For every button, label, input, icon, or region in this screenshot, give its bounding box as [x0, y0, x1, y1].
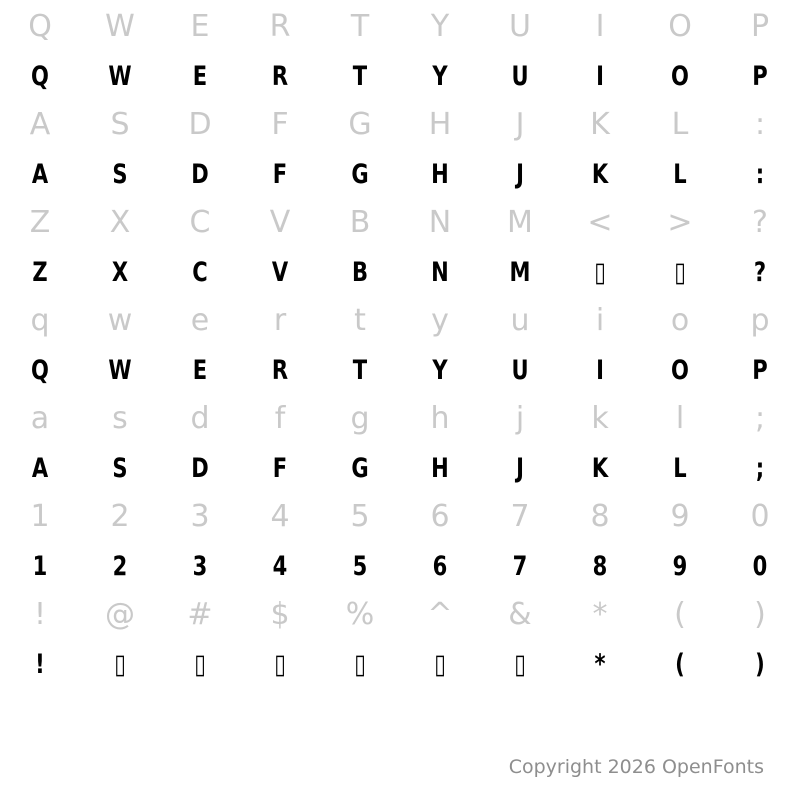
sample-glyph: !: [35, 648, 45, 680]
reference-glyph: (: [674, 597, 686, 632]
reference-glyph: o: [670, 303, 690, 338]
sample-glyph: W: [108, 60, 132, 92]
reference-glyph: Q: [28, 9, 52, 44]
sample-glyph: ;: [755, 452, 765, 484]
sample-glyph: ?: [753, 256, 767, 288]
reference-glyph: V: [269, 205, 291, 240]
sample-glyph: ▯: [594, 256, 606, 288]
sample-glyph: K: [591, 452, 609, 484]
reference-glyph: L: [671, 107, 689, 142]
sample-glyph: I: [596, 354, 604, 386]
reference-row: [0, 494, 800, 540]
reference-glyph: !: [33, 597, 47, 632]
sample-glyph: 2: [112, 550, 128, 582]
sample-glyph: ): [755, 648, 765, 680]
sample-row: [0, 50, 800, 102]
sample-glyph: ▯: [194, 648, 206, 680]
sample-glyph: T: [352, 354, 368, 386]
sample-glyph: 1: [32, 550, 48, 582]
reference-glyph: i: [595, 303, 605, 338]
reference-glyph: %: [345, 597, 375, 632]
sample-glyph: ▯: [514, 648, 526, 680]
sample-glyph: T: [352, 60, 368, 92]
sample-glyph: X: [111, 256, 129, 288]
reference-glyph: O: [668, 9, 692, 44]
reference-glyph: W: [105, 9, 135, 44]
glyph-row-pair: [0, 102, 800, 200]
sample-glyph: E: [192, 354, 208, 386]
reference-glyph: M: [507, 205, 533, 240]
sample-glyph: :: [755, 158, 765, 190]
sample-glyph: A: [31, 158, 49, 190]
reference-glyph: t: [354, 303, 366, 338]
glyph-row-pair: [0, 494, 800, 592]
reference-glyph: *: [592, 597, 608, 632]
sample-glyph: S: [112, 158, 128, 190]
reference-glyph: ;: [754, 401, 766, 436]
sample-glyph: (: [675, 648, 685, 680]
reference-glyph: h: [430, 401, 450, 436]
reference-glyph: u: [510, 303, 530, 338]
reference-glyph: j: [515, 401, 525, 436]
reference-glyph: 8: [590, 499, 610, 534]
sample-row: [0, 344, 800, 396]
reference-glyph: k: [591, 401, 609, 436]
sample-glyph: R: [271, 354, 289, 386]
sample-glyph: Q: [31, 354, 49, 386]
sample-glyph: F: [272, 452, 288, 484]
reference-glyph: p: [750, 303, 770, 338]
sample-glyph: I: [596, 60, 604, 92]
sample-glyph: S: [112, 452, 128, 484]
reference-glyph: I: [595, 9, 605, 44]
reference-row: [0, 396, 800, 442]
reference-row: [0, 102, 800, 148]
copyright-notice: Copyright 2026 OpenFonts: [508, 756, 764, 778]
sample-glyph: ▯: [274, 648, 286, 680]
reference-glyph: N: [428, 205, 452, 240]
sample-glyph: V: [271, 256, 289, 288]
sample-glyph: 5: [352, 550, 368, 582]
sample-glyph: 7: [512, 550, 528, 582]
glyph-row-pair: [0, 592, 800, 690]
reference-glyph: s: [112, 401, 128, 436]
reference-glyph: J: [515, 107, 525, 142]
reference-glyph: Y: [430, 9, 450, 44]
reference-glyph: 1: [30, 499, 50, 534]
sample-glyph: H: [431, 452, 449, 484]
sample-glyph: R: [271, 60, 289, 92]
sample-glyph: 3: [192, 550, 208, 582]
sample-glyph: Z: [32, 256, 48, 288]
reference-glyph: F: [271, 107, 289, 142]
reference-glyph: r: [273, 303, 287, 338]
sample-glyph: W: [108, 354, 132, 386]
reference-glyph: #: [187, 597, 213, 632]
sample-glyph: E: [192, 60, 208, 92]
reference-row: [0, 200, 800, 246]
sample-glyph: K: [591, 158, 609, 190]
sample-glyph: Y: [432, 60, 448, 92]
sample-glyph: C: [192, 256, 208, 288]
reference-glyph: y: [431, 303, 449, 338]
sample-glyph: F: [272, 158, 288, 190]
sample-glyph: P: [752, 60, 768, 92]
sample-row: [0, 246, 800, 298]
reference-glyph: P: [750, 9, 770, 44]
sample-glyph: H: [431, 158, 449, 190]
reference-glyph: $: [270, 597, 290, 632]
reference-glyph: 9: [670, 499, 690, 534]
sample-glyph: P: [752, 354, 768, 386]
reference-glyph: 5: [350, 499, 370, 534]
reference-glyph: q: [30, 303, 50, 338]
reference-row: [0, 592, 800, 638]
sample-glyph: G: [351, 158, 369, 190]
reference-glyph: a: [30, 401, 50, 436]
reference-glyph: 4: [270, 499, 290, 534]
sample-glyph: U: [511, 60, 529, 92]
sample-glyph: ▯: [354, 648, 366, 680]
sample-glyph: *: [594, 648, 606, 680]
reference-glyph: B: [349, 205, 371, 240]
sample-glyph: ▯: [674, 256, 686, 288]
reference-glyph: R: [269, 9, 291, 44]
sample-glyph: G: [351, 452, 369, 484]
reference-glyph: f: [274, 401, 286, 436]
reference-glyph: H: [428, 107, 452, 142]
reference-glyph: d: [190, 401, 210, 436]
reference-glyph: S: [110, 107, 130, 142]
sample-glyph: 0: [752, 550, 768, 582]
reference-glyph: &: [508, 597, 532, 632]
reference-glyph: w: [107, 303, 133, 338]
sample-glyph: 8: [592, 550, 608, 582]
sample-glyph: A: [31, 452, 49, 484]
reference-glyph: Z: [29, 205, 51, 240]
reference-row: [0, 298, 800, 344]
sample-glyph: 4: [272, 550, 288, 582]
sample-glyph: Q: [31, 60, 49, 92]
sample-row: [0, 148, 800, 200]
reference-glyph: E: [190, 9, 210, 44]
reference-row: [0, 4, 800, 50]
sample-glyph: U: [511, 354, 529, 386]
reference-glyph: U: [509, 9, 531, 44]
reference-glyph: 2: [110, 499, 130, 534]
sample-glyph: N: [431, 256, 449, 288]
sample-glyph: O: [671, 60, 689, 92]
sample-glyph: D: [191, 158, 209, 190]
sample-glyph: 9: [672, 550, 688, 582]
reference-glyph: 6: [430, 499, 450, 534]
sample-glyph: L: [673, 158, 687, 190]
glyph-row-pair: [0, 200, 800, 298]
sample-glyph: 6: [432, 550, 448, 582]
reference-glyph: 0: [750, 499, 770, 534]
glyph-row-pair: [0, 396, 800, 494]
sample-row: [0, 638, 800, 690]
sample-glyph: D: [191, 452, 209, 484]
glyph-row-pair: [0, 4, 800, 102]
sample-glyph: Y: [432, 354, 448, 386]
reference-glyph: 3: [190, 499, 210, 534]
sample-row: [0, 540, 800, 592]
reference-glyph: A: [29, 107, 51, 142]
sample-glyph: J: [516, 158, 524, 190]
reference-glyph: 7: [510, 499, 530, 534]
reference-glyph: T: [350, 9, 370, 44]
reference-glyph: C: [189, 205, 211, 240]
reference-glyph: ): [754, 597, 766, 632]
reference-glyph: @: [105, 597, 135, 632]
reference-glyph: <: [587, 205, 613, 240]
sample-glyph: L: [673, 452, 687, 484]
reference-glyph: ^: [427, 597, 453, 632]
sample-glyph: ▯: [434, 648, 446, 680]
glyph-row-pair: [0, 298, 800, 396]
reference-glyph: g: [350, 401, 370, 436]
reference-glyph: :: [754, 107, 766, 142]
reference-glyph: G: [348, 107, 372, 142]
sample-glyph: M: [509, 256, 531, 288]
sample-row: [0, 442, 800, 494]
reference-glyph: e: [190, 303, 210, 338]
sample-glyph: B: [351, 256, 369, 288]
reference-glyph: >: [667, 205, 693, 240]
reference-glyph: X: [109, 205, 131, 240]
sample-glyph: J: [516, 452, 524, 484]
reference-glyph: K: [590, 107, 610, 142]
sample-glyph: O: [671, 354, 689, 386]
sample-glyph: ▯: [114, 648, 126, 680]
reference-glyph: D: [188, 107, 212, 142]
reference-glyph: ?: [752, 205, 768, 240]
reference-glyph: l: [675, 401, 685, 436]
